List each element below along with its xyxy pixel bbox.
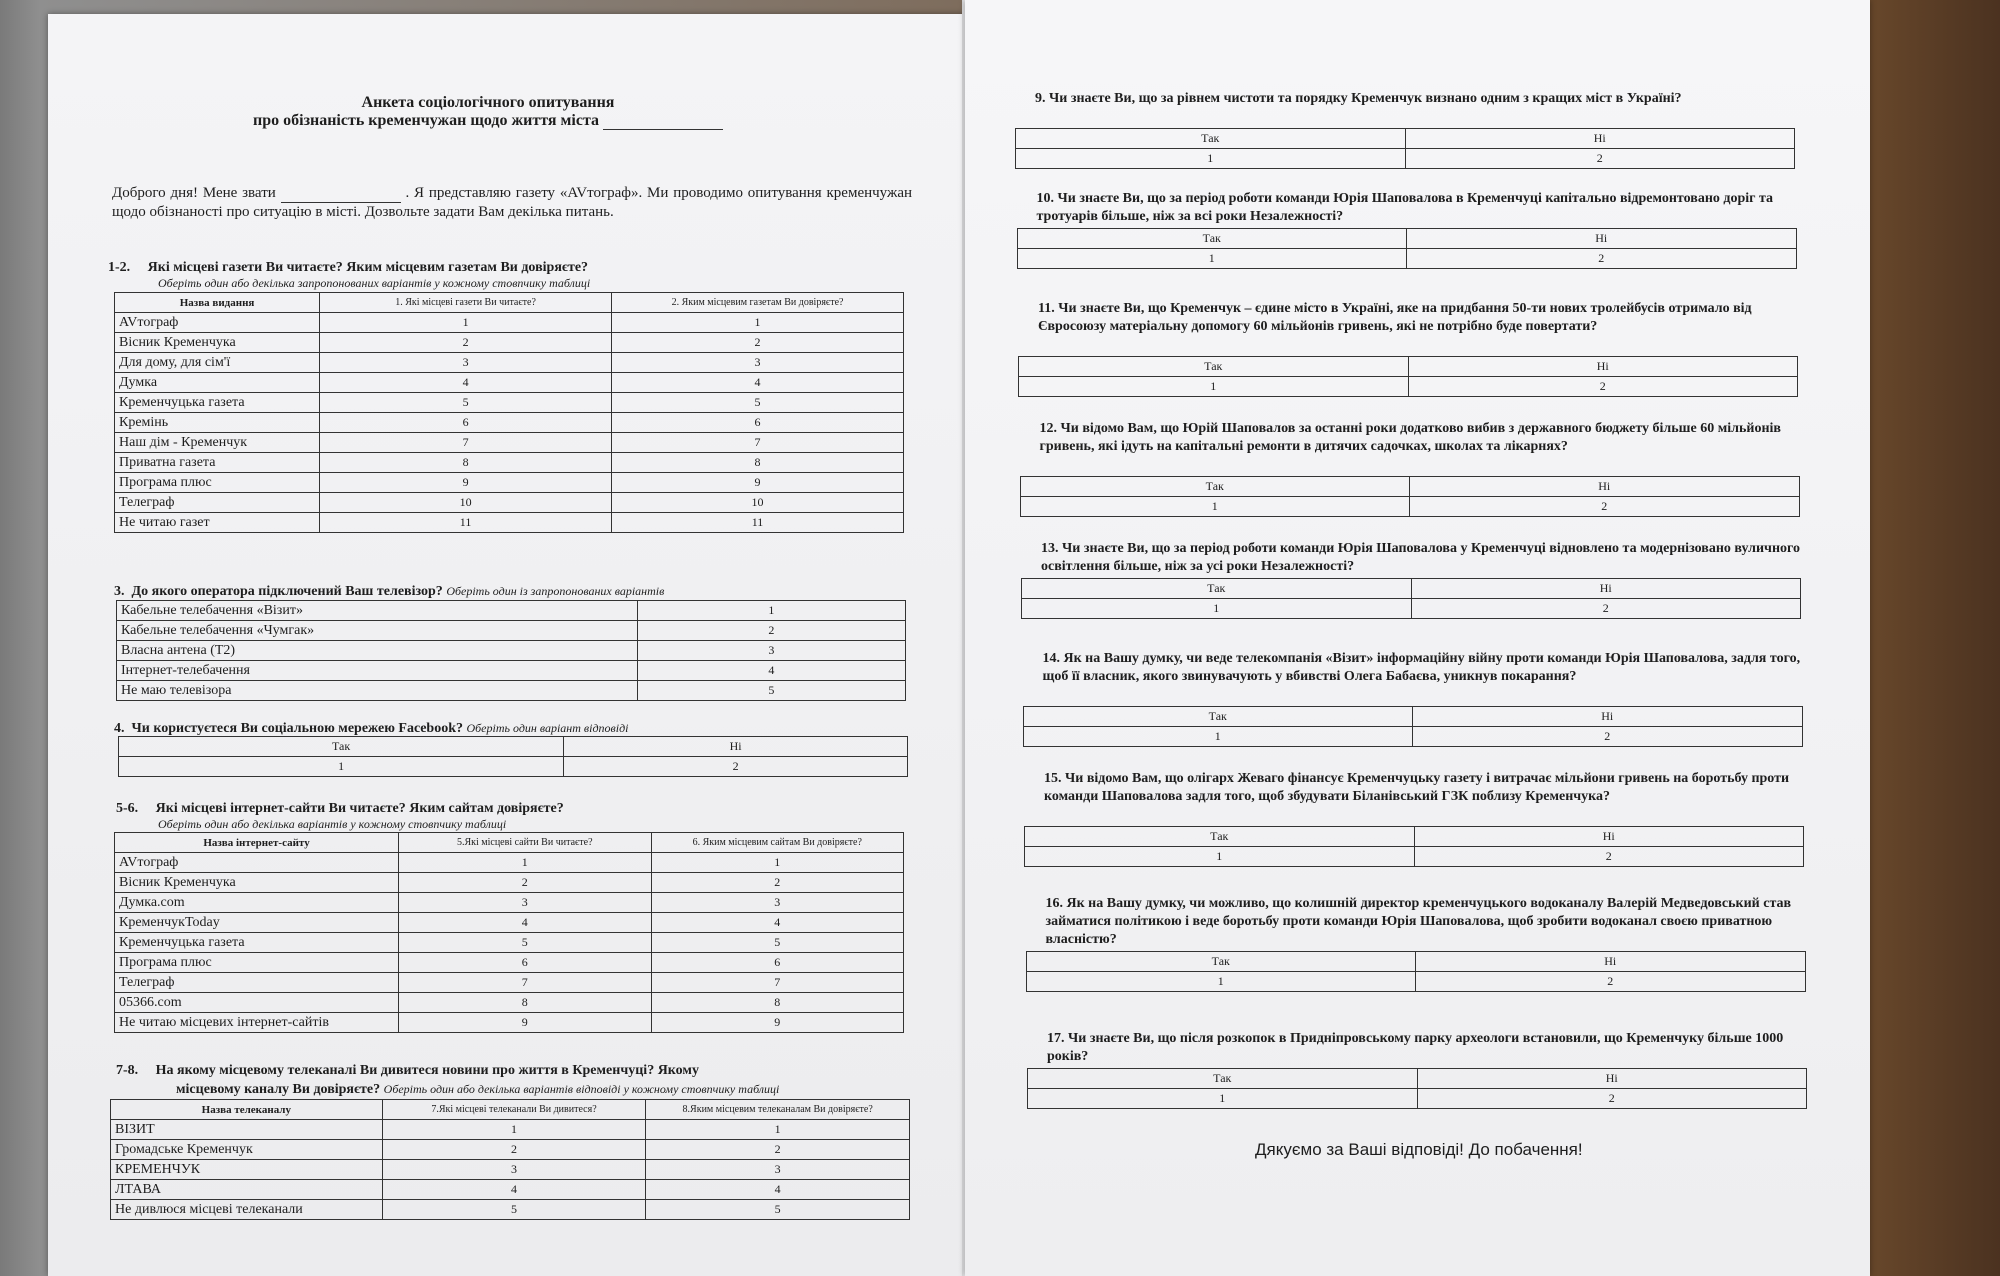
tv-operator-option-code[interactable]: 4 xyxy=(637,661,905,681)
tv-channels-header-0: Назва телеканалу xyxy=(111,1100,383,1120)
yes-code[interactable]: 1 xyxy=(1020,497,1410,517)
newspapers-option-code[interactable]: 3 xyxy=(612,353,904,373)
title-line-1: Анкета соціологічного опитування xyxy=(361,94,615,111)
answer-table xyxy=(1024,826,1804,867)
websites-option-code[interactable]: 2 xyxy=(399,873,651,893)
newspapers-row xyxy=(115,493,904,513)
tv-operator-row xyxy=(117,681,906,701)
newspapers-option-label: Думка xyxy=(115,373,320,393)
newspapers-option-label: Приватна газета xyxy=(115,453,320,473)
websites-option-label: Не читаю місцевих інтернет-сайтів xyxy=(115,1013,399,1033)
newspapers-option-code[interactable]: 8 xyxy=(320,453,612,473)
yes-label: Так xyxy=(1022,579,1412,599)
tv-channels-header-1: 7.Які місцеві телеканали Ви дивитеся? xyxy=(382,1100,646,1120)
tv-operator-row xyxy=(117,621,906,641)
tv-operator-option-label: Інтернет-телебачення xyxy=(117,661,638,681)
newspapers-option-code[interactable]: 10 xyxy=(320,493,612,513)
tv-channels-option-code[interactable]: 4 xyxy=(646,1180,910,1200)
answer-table xyxy=(1021,578,1801,619)
websites-option-code[interactable]: 5 xyxy=(399,933,651,953)
tv-operator-option-code[interactable]: 3 xyxy=(637,641,905,661)
websites-option-label: Програма плюс xyxy=(115,953,399,973)
websites-row xyxy=(115,1013,904,1033)
question-text: Чи знаєте Ви, що після розкопок в Придніпровському парку археологи встановили, що Кременчуку більше 1000 років? xyxy=(1047,1031,1784,1064)
websites-option-code[interactable]: 7 xyxy=(399,973,651,993)
tv-operator-row xyxy=(117,641,906,661)
question-text: Як на Вашу думку, чи можливо, що колишній директор кременчуцького водоканалу Валерій Медведовський став займатися політикою і веде боротьбу проти команди Юрія Шаповалова, щоб зробити водоканал своєю приватною власністю? xyxy=(1045,896,1792,947)
websites-option-label: Кременчуцька газета xyxy=(115,933,399,953)
question-number: 15. xyxy=(1044,771,1065,786)
yes-code[interactable]: 1 xyxy=(1019,377,1409,397)
newspapers-option-code[interactable]: 2 xyxy=(320,333,612,353)
question-number: 9. xyxy=(1035,91,1049,106)
answer-table xyxy=(1018,356,1798,397)
facebook-table xyxy=(118,736,908,777)
websites-header-0: Назва інтернет-сайту xyxy=(115,833,399,853)
newspapers-option-code[interactable]: 10 xyxy=(612,493,904,513)
no-code[interactable]: 2 xyxy=(1414,847,1804,867)
newspapers-row xyxy=(115,453,904,473)
tv-channels-option-label: Не дивлюся місцеві телеканали xyxy=(111,1200,383,1220)
newspapers-option-code[interactable]: 1 xyxy=(612,313,904,333)
right-page xyxy=(965,0,1870,1276)
newspapers-row xyxy=(115,473,904,493)
yes-label: Так xyxy=(1019,357,1409,377)
title-line-2: про обізнаність кременчужан щодо життя міста xyxy=(208,112,768,130)
tv-channels-row xyxy=(111,1160,910,1180)
tv-channels-option-code[interactable]: 3 xyxy=(646,1160,910,1180)
newspapers-option-code[interactable]: 11 xyxy=(320,513,612,533)
websites-option-code[interactable]: 9 xyxy=(651,1013,904,1033)
newspapers-option-code[interactable]: 7 xyxy=(612,433,904,453)
newspapers-row xyxy=(115,373,904,393)
websites-table-header xyxy=(115,833,904,853)
newspapers-option-code[interactable]: 7 xyxy=(320,433,612,453)
newspapers-header-0: Назва видання xyxy=(115,293,320,313)
newspapers-header-2: 2. Яким місцевим газетам Ви довіряєте? xyxy=(612,293,904,313)
newspapers-table xyxy=(114,292,904,533)
question-12 xyxy=(1040,420,1800,456)
tv-operator-option-code[interactable]: 5 xyxy=(637,681,905,701)
yes-code[interactable]: 1 xyxy=(1023,727,1413,747)
q4-no-code[interactable]: 2 xyxy=(564,757,908,777)
question-17 xyxy=(1047,1030,1807,1066)
tv-channels-row xyxy=(111,1180,910,1200)
question-number: 12. xyxy=(1039,421,1061,436)
no-code[interactable]: 2 xyxy=(1417,1089,1807,1109)
no-code[interactable]: 2 xyxy=(1416,972,1806,992)
no-label: Ні xyxy=(1416,952,1806,972)
no-label: Ні xyxy=(1410,477,1800,497)
no-label: Ні xyxy=(1407,229,1797,249)
yes-label: Так xyxy=(1020,477,1410,497)
newspapers-option-code[interactable]: 1 xyxy=(320,313,612,333)
newspapers-option-label: AVтограф xyxy=(115,313,320,333)
no-label: Ні xyxy=(1413,707,1803,727)
question-4: 4. Чи користуєтеся Ви соціальною мережею Facebook? Оберіть один варіант відповіді xyxy=(114,721,629,736)
websites-row xyxy=(115,893,904,913)
websites-option-code[interactable]: 9 xyxy=(399,1013,651,1033)
newspapers-option-code[interactable]: 6 xyxy=(612,413,904,433)
yes-label: Так xyxy=(1025,827,1415,847)
newspapers-option-label: Програма плюс xyxy=(115,473,320,493)
websites-option-code[interactable]: 4 xyxy=(399,913,651,933)
newspapers-option-code[interactable]: 5 xyxy=(612,393,904,413)
question-number: 13. xyxy=(1041,541,1062,556)
question-13 xyxy=(1041,540,1801,576)
question-5-6: 5-6. Які місцеві інтернет-сайти Ви читаєте? Яким сайтам довіряєте? xyxy=(116,801,564,816)
newspapers-row xyxy=(115,393,904,413)
websites-option-label: КременчукToday xyxy=(115,913,399,933)
newspapers-row xyxy=(115,353,904,373)
answer-table xyxy=(1015,128,1795,169)
newspapers-option-code[interactable]: 4 xyxy=(320,373,612,393)
no-code[interactable]: 2 xyxy=(1405,149,1795,169)
tv-channels-row xyxy=(111,1140,910,1160)
question-number: 11. xyxy=(1038,301,1059,316)
newspapers-row xyxy=(115,413,904,433)
question-16 xyxy=(1046,895,1806,949)
newspapers-option-code[interactable]: 9 xyxy=(612,473,904,493)
tv-channels-row xyxy=(111,1200,910,1220)
question-1-2-note: Оберіть один або декілька запропонованих варіантів у кожному стовпчику таблиці xyxy=(158,276,591,290)
websites-option-code[interactable]: 6 xyxy=(399,953,651,973)
no-code[interactable]: 2 xyxy=(1410,497,1800,517)
yes-code[interactable]: 1 xyxy=(1026,972,1416,992)
question-text: Чи відомо Вам, що олігарх Жеваго фінансує Кременчуцьку газету і витрачає мільйони гривень на боротьбу проти команди Шаповалова задля того, щоб збудувати Біланівський ГЗК поблизу Кременчука? xyxy=(1044,771,1790,804)
no-label: Ні xyxy=(1417,1069,1807,1089)
newspapers-option-label: Кремінь xyxy=(115,413,320,433)
tv-channels-row xyxy=(111,1120,910,1140)
no-label: Ні xyxy=(1405,129,1795,149)
tv-operator-option-label: Кабельне телебачення «Візит» xyxy=(117,601,638,621)
websites-option-label: Телеграф xyxy=(115,973,399,993)
websites-option-code[interactable]: 6 xyxy=(651,953,904,973)
tv-operator-option-label: Кабельне телебачення «Чумгак» xyxy=(117,621,638,641)
yes-code[interactable]: 1 xyxy=(1025,847,1415,867)
question-3: 3. До якого оператора підключений Ваш телевізор? Оберіть один із запропонованих варіантів xyxy=(114,584,665,599)
tv-channels-option-label: ЛТАВА xyxy=(111,1180,383,1200)
question-10 xyxy=(1037,190,1797,226)
websites-option-code[interactable]: 1 xyxy=(399,853,651,873)
tv-operator-option-code[interactable]: 1 xyxy=(637,601,905,621)
websites-option-label: AVтограф xyxy=(115,853,399,873)
websites-option-code[interactable]: 5 xyxy=(651,933,904,953)
newspapers-option-code[interactable]: 5 xyxy=(320,393,612,413)
websites-table xyxy=(114,832,904,1033)
websites-header-1: 5.Які місцеві сайти Ви читаєте? xyxy=(399,833,651,853)
newspapers-option-label: Наш дім - Кременчук xyxy=(115,433,320,453)
websites-row xyxy=(115,873,904,893)
tv-operator-option-label: Не маю телевізора xyxy=(117,681,638,701)
newspapers-row xyxy=(115,333,904,353)
question-14 xyxy=(1043,650,1803,686)
newspapers-option-code[interactable]: 3 xyxy=(320,353,612,373)
tv-channels-option-label: Громадське Кременчук xyxy=(111,1140,383,1160)
tv-channels-option-code[interactable]: 1 xyxy=(646,1120,910,1140)
websites-row xyxy=(115,853,904,873)
question-number: 10. xyxy=(1036,191,1058,206)
tv-operator-row xyxy=(117,601,906,621)
tv-operator-option-label: Власна антена (Т2) xyxy=(117,641,638,661)
websites-row xyxy=(115,993,904,1013)
question-number: 16. xyxy=(1045,896,1067,911)
tv-channels-option-label: ВІЗИТ xyxy=(111,1120,383,1140)
newspapers-option-label: Телеграф xyxy=(115,493,320,513)
tv-channels-option-code[interactable]: 5 xyxy=(382,1200,646,1220)
tv-channels-table xyxy=(110,1099,910,1220)
websites-header-2: 6. Яким місцевим сайтам Ви довіряєте? xyxy=(651,833,904,853)
question-9 xyxy=(1035,90,1795,108)
yes-code[interactable]: 1 xyxy=(1028,1089,1418,1109)
tv-channels-option-code[interactable]: 4 xyxy=(382,1180,646,1200)
no-code[interactable]: 2 xyxy=(1413,727,1803,747)
tv-channels-option-label: КРЕМЕНЧУК xyxy=(111,1160,383,1180)
newspapers-option-code[interactable]: 6 xyxy=(320,413,612,433)
newspapers-row xyxy=(115,513,904,533)
no-code[interactable]: 2 xyxy=(1408,377,1798,397)
tv-channels-option-code[interactable]: 2 xyxy=(646,1140,910,1160)
newspapers-row xyxy=(115,433,904,453)
newspapers-option-code[interactable]: 9 xyxy=(320,473,612,493)
newspapers-option-code[interactable]: 11 xyxy=(612,513,904,533)
newspapers-table-header xyxy=(115,293,904,313)
q4-yes-code[interactable]: 1 xyxy=(119,757,564,777)
question-15 xyxy=(1044,770,1804,806)
no-label: Ні xyxy=(1411,579,1801,599)
question-number: 14. xyxy=(1042,651,1064,666)
websites-option-code[interactable]: 3 xyxy=(399,893,651,913)
newspapers-option-label: Кременчуцька газета xyxy=(115,393,320,413)
name-blank[interactable] xyxy=(281,188,401,203)
newspapers-header-1: 1. Які місцеві газети Ви читаєте? xyxy=(320,293,612,313)
left-page xyxy=(48,14,978,1276)
question-1-2: 1-2. Які місцеві газети Ви читаєте? Яким місцевим газетам Ви довіряєте? xyxy=(108,260,589,275)
no-label: Ні xyxy=(1414,827,1804,847)
tv-channels-table-header xyxy=(111,1100,910,1120)
tv-channels-option-code[interactable]: 1 xyxy=(382,1120,646,1140)
websites-option-code[interactable]: 8 xyxy=(399,993,651,1013)
websites-option-code[interactable]: 1 xyxy=(651,853,904,873)
no-code[interactable]: 2 xyxy=(1411,599,1801,619)
websites-row xyxy=(115,913,904,933)
websites-row xyxy=(115,953,904,973)
websites-option-label: Вісник Кременчука xyxy=(115,873,399,893)
q4-no-label: Ні xyxy=(564,737,908,757)
newspapers-option-label: Не читаю газет xyxy=(115,513,320,533)
yes-label: Так xyxy=(1028,1069,1418,1089)
yes-label: Так xyxy=(1023,707,1413,727)
no-code[interactable]: 2 xyxy=(1407,249,1797,269)
tv-channels-option-code[interactable]: 5 xyxy=(646,1200,910,1220)
newspapers-option-code[interactable]: 4 xyxy=(612,373,904,393)
no-label: Ні xyxy=(1408,357,1798,377)
yes-label: Так xyxy=(1016,129,1406,149)
websites-row xyxy=(115,973,904,993)
question-text: Чи знаєте Ви, що за період роботи команди Юрія Шаповалова у Кременчуці відновлено та модернізовано вуличного освітлення більше, ніж за усі роки Незалежності? xyxy=(1041,541,1801,574)
tv-operator-row xyxy=(117,661,906,681)
newspapers-row xyxy=(115,313,904,333)
question-number: 17. xyxy=(1047,1031,1068,1046)
answer-table xyxy=(1023,706,1803,747)
newspapers-option-code[interactable]: 2 xyxy=(612,333,904,353)
question-text: Як на Вашу думку, чи веде телекомпанія «Візит» інформаційну війну проти команди Юрія Шаповалова, задля того, щоб її власник, якого звинувачують у вбивстві Олега Бабаєва, уникнув покарання? xyxy=(1042,651,1801,684)
tv-channels-option-code[interactable]: 2 xyxy=(382,1140,646,1160)
tv-operator-option-code[interactable]: 2 xyxy=(637,621,905,641)
answer-table xyxy=(1017,228,1797,269)
question-text: Чи знаєте Ви, що Кременчук – єдине місто в Україні, яке на придбання 50-ти нових тролейбусів отримало від Євросоюзу матеріальну допомогу 60 мільйонів гривень, які не потрібно буде повертати? xyxy=(1038,301,1752,334)
yes-code[interactable]: 1 xyxy=(1016,149,1406,169)
intro-greeting: Доброго дня! Мене звати xyxy=(112,185,276,201)
websites-option-code[interactable]: 4 xyxy=(651,913,904,933)
tv-operator-table xyxy=(116,600,906,701)
websites-option-code[interactable]: 7 xyxy=(651,973,904,993)
question-11 xyxy=(1038,300,1798,336)
yes-code[interactable]: 1 xyxy=(1022,599,1412,619)
websites-row xyxy=(115,933,904,953)
websites-option-label: 05366.com xyxy=(115,993,399,1013)
newspapers-option-label: Вісник Кременчука xyxy=(115,333,320,353)
tv-channels-option-code[interactable]: 3 xyxy=(382,1160,646,1180)
question-text: Чи знаєте Ви, що за рівнем чистоти та порядку Кременчук визнано одним з кращих міст в Україні? xyxy=(1049,91,1682,106)
tv-channels-header-2: 8.Яким місцевим телеканалам Ви довіряєте? xyxy=(646,1100,910,1120)
websites-option-code[interactable]: 2 xyxy=(651,873,904,893)
yes-code[interactable]: 1 xyxy=(1017,249,1407,269)
websites-option-code[interactable]: 8 xyxy=(651,993,904,1013)
closing-thanks: Дякуємо за Ваші відповіді! До побачення! xyxy=(1255,1140,1583,1159)
question-5-6-note: Оберіть один або декілька варіантів у кожному стовпчику таблиці xyxy=(158,817,507,831)
newspapers-option-code[interactable]: 8 xyxy=(612,453,904,473)
yes-label: Так xyxy=(1017,229,1407,249)
intro-paragraph xyxy=(112,184,912,222)
q4-yes-label: Так xyxy=(119,737,564,757)
question-text: Чи відомо Вам, що Юрій Шаповалов за останні роки додатково вибив з державного бюджету більше 60 мільйонів гривень, які ідуть на капітальні ремонти в дитячих садочках, школах та лікарнях? xyxy=(1039,421,1781,454)
survey-title xyxy=(208,94,768,130)
newspapers-option-label: Для дому, для сім'ї xyxy=(115,353,320,373)
question-text: Чи знаєте Ви, що за період роботи команди Юрія Шаповалова в Кременчуці капітально відремонтовано доріг та тротуарів більше, ніж за всі роки Незалежності? xyxy=(1036,191,1774,224)
websites-option-label: Думка.com xyxy=(115,893,399,913)
yes-label: Так xyxy=(1026,952,1416,972)
question-7-8: 7-8. На якому місцевому телеканалі Ви дивитеся новини про життя в Кременчуці? Якому місцевому каналу Ви довіряєте? Оберіть один або декілька варіантів відповіді у кожному стовпчику таблиці xyxy=(116,1063,780,1097)
answer-table xyxy=(1020,476,1800,517)
intro-text: . Я представляю газету «AVтограф». Ми проводимо опитування кременчужан щодо обізнаності про ситуацію в місті. Дозвольте задати Вам декілька питань. xyxy=(112,185,913,220)
answer-table xyxy=(1027,1068,1807,1109)
websites-option-code[interactable]: 3 xyxy=(651,893,904,913)
answer-table xyxy=(1026,951,1806,992)
